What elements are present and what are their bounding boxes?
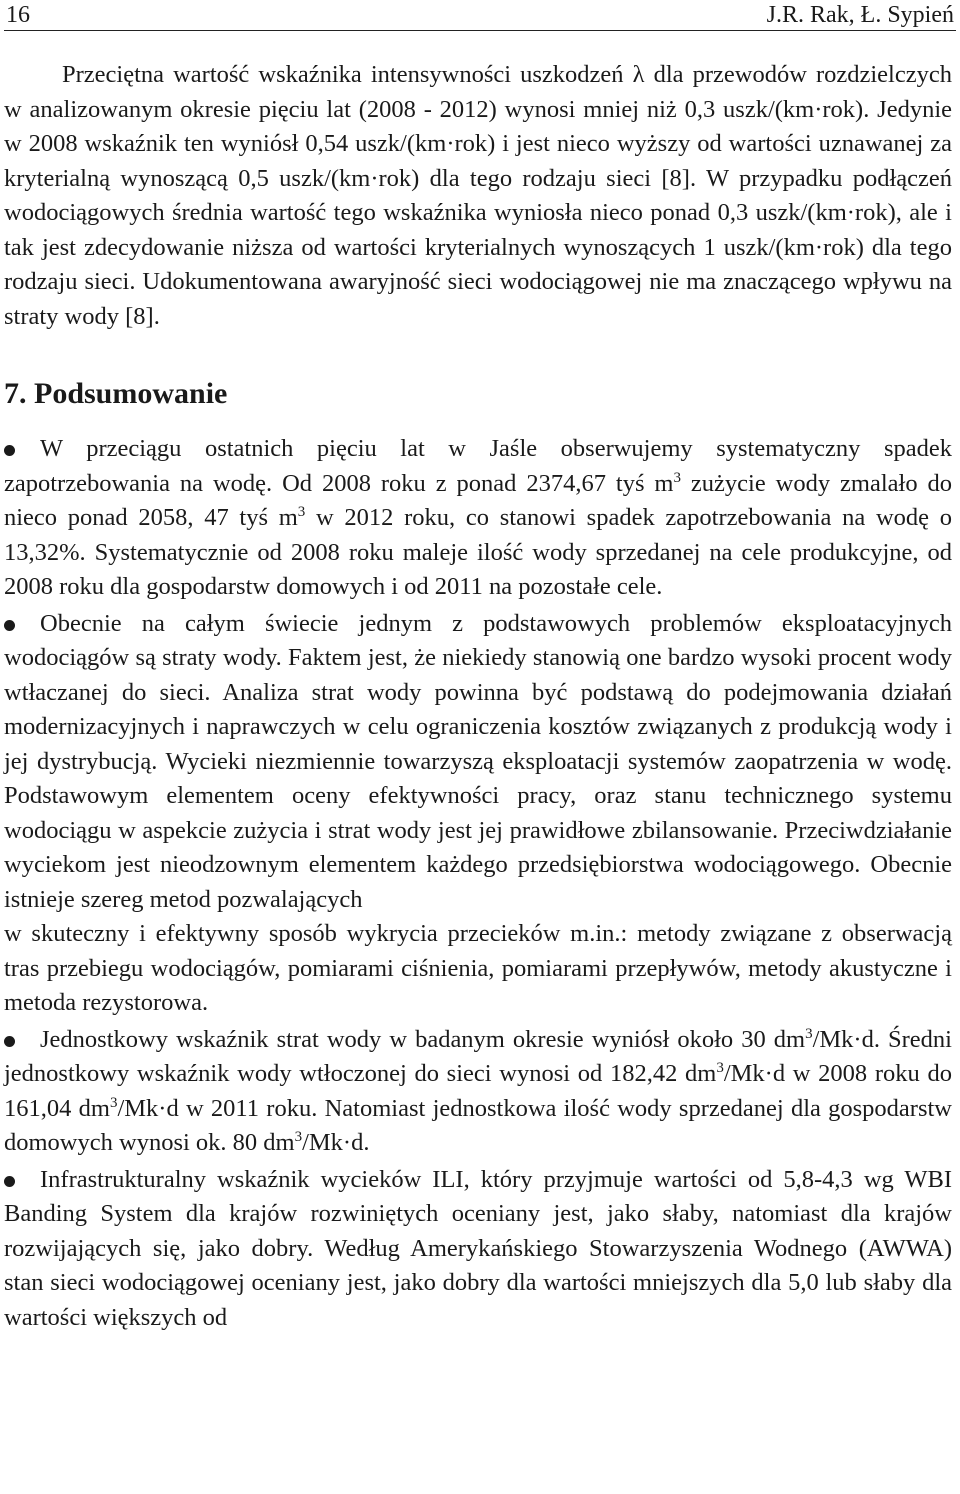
bullet-text: /Mk·d w 2008 roku do 161,04 dm bbox=[4, 1060, 952, 1122]
superscript-exponent: 3 bbox=[673, 469, 681, 486]
bullet-text: /Mk·d w 2011 roku. Natomiast jednostkowa ilość wody sprzedanej dla gospodarstw domowych wynosi ok. 80 dm bbox=[4, 1094, 952, 1156]
page-content bbox=[4, 58, 952, 1337]
bullet-text: zużycie wody zmalało do nieco ponad 2058, 47 tyś m bbox=[4, 469, 953, 531]
summary-bullet-item bbox=[4, 607, 952, 1021]
bullet-text: W przeciągu ostatnich pięciu lat w Jaśle obserwujemy systematyczny spadek zapotrzebowania na wodę. Od 2008 roku z ponad 2374,67 tyś m bbox=[4, 435, 952, 497]
bullet-icon bbox=[4, 1036, 15, 1047]
bullet-icon bbox=[4, 620, 15, 631]
superscript-exponent: 3 bbox=[294, 1129, 303, 1145]
bullet-text: Obecnie na całym świecie jednym z podstawowych problemów eksploatacyjnych wodociągów są straty wody. Faktem jest, że niekiedy stanowią one bardzo wysoki procent wody wtłaczanej do sieci. Analiza strat wody powinna być podstawą do podejmowania działań modernizacyjnych i naprawczych w celu ograniczenia kosztów związanych z produkcją wody i jej dystrybucją. Wycieki niezmiennie towarzyszą eksploatacji systemów zaopatrzenia w wodę. Podstawowym elementem oceny efektywności pracy, oraz stanu technicznego systemu wodociągu w aspekcie zużycia i strat wody jest jej prawidłowe zbilansowanie. Przeciwdziałanie wyciekom jest nieodzownym elementem każdego przedsiębiorstwa wodociągowego. Obecnie istnieje szereg metod pozwalających bbox=[4, 609, 952, 913]
page-number: 16 bbox=[6, 2, 30, 28]
summary-bullet-list bbox=[4, 432, 952, 1335]
summary-bullet-item bbox=[4, 1163, 952, 1336]
bullet-icon bbox=[4, 445, 15, 456]
superscript-exponent: 3 bbox=[297, 504, 306, 520]
intro-paragraph: Przeciętna wartość wskaźnika intensywności uszkodzeń λ dla przewodów rozdzielczych w analizowanym okresie pięciu lat (2008 - 2012) wynosi mniej niż 0,3 uszk/(km·rok). Jedynie w 2008 wskaźnik ten wyniósł 0,54 uszk/(km·rok) i jest nieco wyższy od wartości uznawanej za kryterialną wynoszącą 0,5 uszk/(km·rok) dla tego rodzaju sieci [8]. W przypadku podłączeń wodociągowych średnia wartość tego wskaźnika wyniosła nieco ponad 0,3 uszk/(km·rok), ale i tak jest zdecydowanie niższa od wartości kryterialnych wynoszących 1 uszk/(km·rok) dla tego rodzaju sieci. Udokumentowana awaryjność sieci wodociągowej nie ma znaczącego wpływu na straty wody [8]. bbox=[4, 61, 952, 330]
bullet-text: w skuteczny i efektywny sposób wykrycia przecieków m.in.: metody związane z obserwacją tras przebiegu wodociągów, pomiarami ciśnienia, pomiarami przepływów, metody akustyczne i metoda rezystorowa. bbox=[4, 920, 952, 1016]
bullet-text: Infrastrukturalny wskaźnik wycieków ILI, który przyjmuje wartości od 5,8-4,3 wg WBI Banding System dla krajów rozwiniętych oceniany jest, jako słaby, natomiast dla krajów rozwijających się, jako dobry. Według Amerykańskiego Stowarzyszenia Wodnego (AWWA) stan sieci wodociągowej oceniany jest, jako dobry dla wartości mniejszych dla 5,0 lub słaby dla wartości większych od bbox=[4, 1165, 952, 1331]
superscript-exponent: 3 bbox=[805, 1025, 813, 1042]
running-head-authors: J.R. Rak, Ł. Sypień bbox=[766, 2, 954, 28]
bullet-text: /Mk·d. Średni jednostkowy wskaźnik wody wtłoczonej do sieci wynosi od 182,42 dm bbox=[4, 1025, 952, 1087]
summary-bullet-item bbox=[4, 1023, 952, 1161]
bullet-text: w 2012 roku, co stanowi spadek zapotrzebowania na wodę o 13,32%. Systematycznie od 2008 roku maleje ilość wody sprzedanej na cele produkcyjne, od 2008 roku dla gospodarstw domowych i od 2011 na pozostałe cele. bbox=[4, 504, 952, 600]
superscript-exponent: 3 bbox=[109, 1094, 118, 1111]
bullet-icon bbox=[4, 1176, 15, 1187]
section-heading: 7. Podsumowanie bbox=[4, 377, 228, 410]
page-header bbox=[4, 0, 956, 31]
bullet-text: Jednostkowy wskaźnik strat wody w badanym okresie wyniósł około 30 dm bbox=[40, 1025, 806, 1053]
bullet-text: /Mk·d. bbox=[302, 1129, 370, 1156]
superscript-exponent: 3 bbox=[716, 1060, 724, 1076]
summary-bullet-item bbox=[4, 432, 952, 605]
